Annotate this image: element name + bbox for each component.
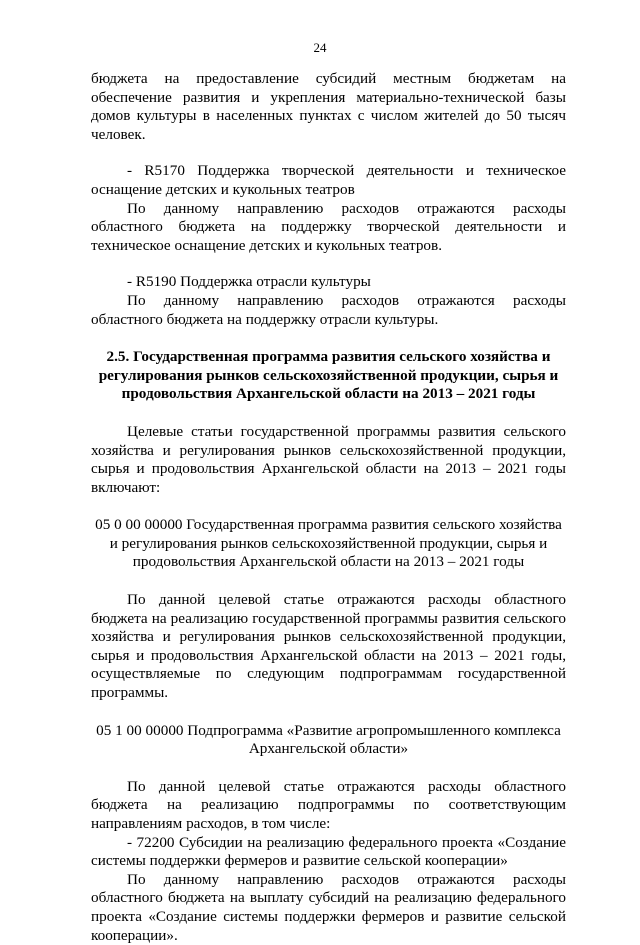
section-heading: 2.5. Государственная программа развития сельского хозяйства и регулирования рынков сельскохозяйственной продукции, сырья и продовольствия Архангельской области на 2013 – 2021 годы: [98, 348, 559, 403]
paragraph-72200-description: По данному направлению расходов отражаются расходы областного бюджета на выплату субсидий на реализацию федерального проекта «Создание системы поддержки фермеров и развитие сельской кооперации».: [91, 870, 566, 944]
paragraph-subprogram-description: По данной целевой статье отражаются расходы областного бюджета на реализацию подпрограммы по соответствующим направлениям расходов, в том числе:: [91, 777, 566, 832]
paragraph-budget-culture-houses: бюджета на предоставление субсидий местным бюджетам на обеспечение развития и укрепления материально-технической базы домов культуры в населенных пунктах с числом жителей до 50 тысяч человек.: [91, 70, 566, 143]
item-r5190: - R5190 Поддержка отрасли культуры: [127, 273, 371, 291]
page-content: [91, 70, 566, 945]
paragraph-r5190-description: По данному направлению расходов отражаются расходы областного бюджета на поддержку отрасли культуры.: [91, 291, 566, 328]
code-block-subprogram: 05 1 00 00000 Подпрограмма «Развитие агропромышленного комплекса Архангельской области»: [96, 721, 561, 758]
page-number: 24: [313, 40, 327, 55]
paragraph-target-articles: Целевые статьи государственной программы развития сельского хозяйства и регулирования рынков сельскохозяйственной продукции, сырья и продовольствия Архангельской области на 2013 – 2021 годы включают:: [91, 422, 566, 496]
item-r5170: - R5170 Поддержка творческой деятельности и техническое оснащение детских и кукольных театров: [91, 162, 566, 198]
paragraph-r5170-description: По данному направлению расходов отражаются расходы областного бюджета на поддержку творческой деятельности и техническое оснащение детских и кукольных театров.: [91, 199, 566, 254]
code-block-program: 05 0 00 00000 Государственная программа развития сельского хозяйства и регулирования рынков сельскохозяйственной продукции, сырья и продовольствия Архангельской области на 2013 – 2021 годы: [95, 516, 562, 571]
item-72200: - 72200 Субсидии на реализацию федерального проекта «Создание системы поддержки фермеров и развитие сельской кооперации»: [91, 833, 566, 870]
paragraph-program-description: По данной целевой статье отражаются расходы областного бюджета на реализацию государственной программы развития сельского хозяйства и регулирования рынков сельскохозяйственной продукции, сырья и продовольствия Архангельской области на 2013 – 2021 годы, осуществляемые по следующим подпрограммам государственной программы.: [91, 591, 566, 702]
